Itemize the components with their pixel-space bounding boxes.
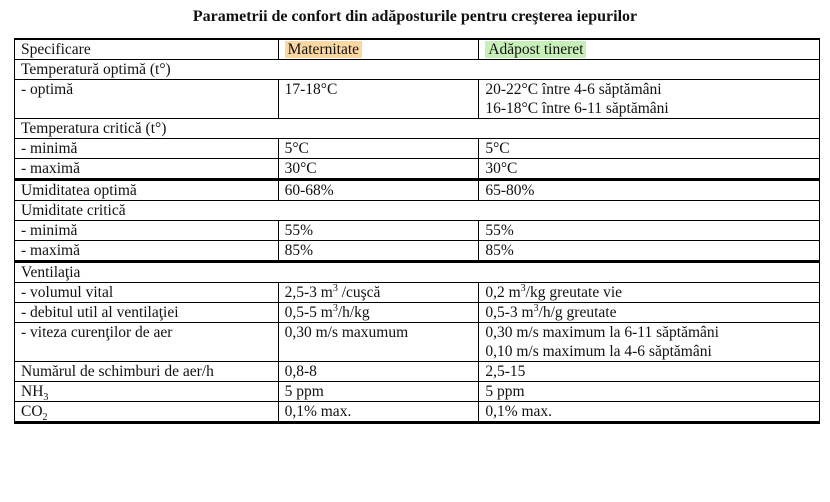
table-row <box>15 362 820 382</box>
cell-tineret: 2,5-15 <box>479 362 820 382</box>
row-label: Umiditatea optimă <box>15 180 279 201</box>
section-row <box>15 201 820 221</box>
value-part: /h/kg <box>337 304 370 321</box>
table-row <box>15 323 820 362</box>
row-label: - debitul util al ventilaţiei <box>15 303 279 323</box>
cell-line: 0,30 m/s maximum la 6-11 săptămâni <box>485 324 719 341</box>
cell-maternitate <box>278 283 479 303</box>
cell-maternitate: 5°C <box>278 139 479 159</box>
subscript: 3 <box>43 392 49 402</box>
cell-line: 16-18°C între 6-11 săptămâni <box>485 100 669 117</box>
comfort-parameters-table <box>14 38 820 424</box>
superscript: 3 <box>533 302 539 314</box>
document-title: Parametrii de confort din adăposturile pentru creşterea iepurilor <box>192 8 638 25</box>
cell-maternitate: 17-18°C <box>278 80 479 119</box>
cell-line: 20-22°C între 4-6 săptămâni <box>485 81 662 98</box>
header-maternitate <box>278 39 479 60</box>
cell-tineret <box>479 283 820 303</box>
section-temperatura-critica: Temperatura critică (t°) <box>15 119 820 139</box>
superscript: 3 <box>520 282 526 294</box>
value-part: 0,5-3 m <box>485 304 534 321</box>
section-temperatura-optima: Temperatură optimă (t°) <box>15 60 820 80</box>
cell-tineret: 85% <box>479 241 820 262</box>
cell-tineret <box>479 80 820 119</box>
table-row <box>15 159 820 180</box>
section-row <box>15 119 820 139</box>
cell-maternitate: 0,8-8 <box>278 362 479 382</box>
row-label: Numărul de schimburi de aer/h <box>15 362 279 382</box>
header-adapost-tineret <box>479 39 820 60</box>
cell-maternitate <box>278 303 479 323</box>
section-row <box>15 262 820 283</box>
value-part: 2,5-3 m <box>284 284 333 301</box>
row-label: - maximă <box>15 241 279 262</box>
cell-maternitate: 55% <box>278 221 479 241</box>
cell-tineret: 55% <box>479 221 820 241</box>
section-umiditate-critica: Umiditate critică <box>15 201 820 221</box>
cell-tineret: 0,1% max. <box>479 402 820 423</box>
cell-maternitate: 60-68% <box>278 180 479 201</box>
value-part: /h/g greutate <box>538 304 617 321</box>
value-part: /kg greutate vie <box>525 284 623 301</box>
cell-tineret: 5 ppm <box>479 382 820 402</box>
table-header-row <box>15 39 820 60</box>
row-label <box>15 402 279 423</box>
cell-tineret: 5°C <box>479 139 820 159</box>
label-part: CO <box>21 403 43 420</box>
cell-maternitate: 0,1% max. <box>278 402 479 423</box>
table-row <box>15 402 820 423</box>
table-row <box>15 180 820 201</box>
row-label: - minimă <box>15 139 279 159</box>
table-row <box>15 303 820 323</box>
cell-tineret: 30°C <box>479 159 820 180</box>
row-label: - minimă <box>15 221 279 241</box>
table-row <box>15 241 820 262</box>
cell-tineret <box>479 323 820 362</box>
tineret-highlight: Adăpost tineret <box>485 41 586 58</box>
row-label: - volumul vital <box>15 283 279 303</box>
table-row <box>15 80 820 119</box>
superscript: 3 <box>332 302 338 314</box>
header-specificare: Specificare <box>15 39 279 60</box>
cell-maternitate: 85% <box>278 241 479 262</box>
table-row <box>15 139 820 159</box>
subscript: 2 <box>42 412 48 423</box>
row-label: - optimă <box>15 80 279 119</box>
table-row <box>15 283 820 303</box>
table-row <box>15 221 820 241</box>
table-row <box>15 382 820 402</box>
cell-line: 0,10 m/s maximum la 4-6 săptămâni <box>485 343 712 360</box>
cell-tineret: 65-80% <box>479 180 820 201</box>
cell-tineret <box>479 303 820 323</box>
row-label: - viteza curenţilor de aer <box>15 323 279 362</box>
superscript: 3 <box>332 282 338 294</box>
row-label <box>15 382 279 402</box>
label-part: NH <box>21 383 44 400</box>
cell-maternitate: 0,30 m/s maxumum <box>278 323 479 362</box>
cell-maternitate: 30°C <box>278 159 479 180</box>
value-part: 0,2 m <box>485 284 521 301</box>
value-part: 0,5-5 m <box>284 304 333 321</box>
value-part: /cuşcă <box>337 284 381 301</box>
maternitate-highlight: Maternitate <box>285 41 362 58</box>
section-ventilatia: Ventilaţia <box>15 262 820 283</box>
section-row <box>15 60 820 80</box>
row-label: - maximă <box>15 159 279 180</box>
cell-maternitate: 5 ppm <box>278 382 479 402</box>
